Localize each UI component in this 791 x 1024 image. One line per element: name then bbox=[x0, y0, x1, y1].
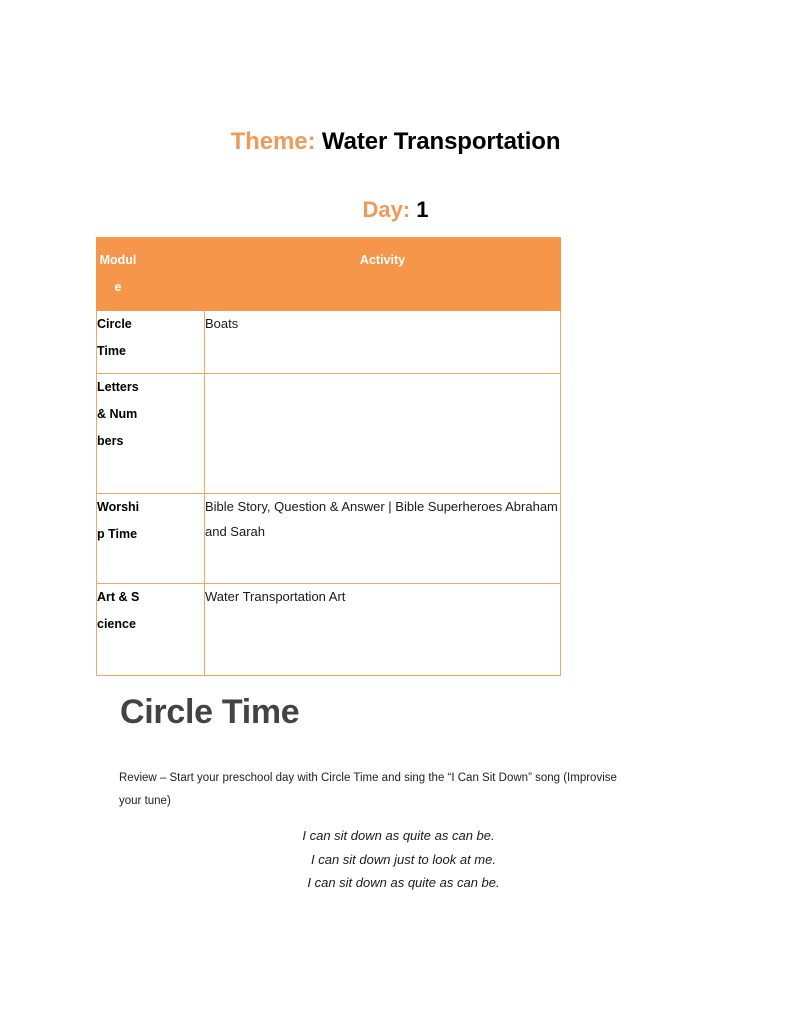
column-header-module bbox=[97, 238, 205, 311]
activity-cell: Bible Story, Question & Answer | Bible Superheroes Abraham and Sarah bbox=[205, 494, 561, 584]
module-cell bbox=[97, 311, 205, 374]
theme-title bbox=[0, 127, 791, 157]
review-paragraph: Review – Start your preschool day with Circle Time and sing the “I Can Sit Down” song (Improvise your tune) bbox=[119, 772, 617, 807]
module-cell bbox=[97, 374, 205, 494]
table-row bbox=[97, 311, 561, 374]
day-label: Day: bbox=[362, 197, 411, 222]
lyric-line: I can sit down as quite as can be. bbox=[307, 875, 500, 890]
lyric-line: I can sit down just to look at me. bbox=[311, 851, 496, 867]
table-header-row bbox=[97, 238, 561, 311]
lyric-line: I can sit down as quite as can be. bbox=[302, 828, 495, 843]
column-header-module-label: Module bbox=[99, 253, 137, 294]
lyrics-block bbox=[0, 824, 791, 895]
table-row bbox=[97, 374, 561, 494]
theme-label: Theme: bbox=[230, 128, 316, 155]
column-header-activity: Activity bbox=[205, 238, 561, 311]
activity-cell: Water Transportation Art bbox=[205, 584, 561, 676]
module-cell bbox=[97, 494, 205, 584]
module-label: Worship Time bbox=[97, 500, 140, 541]
day-title bbox=[0, 196, 791, 224]
section-heading: Circle Time bbox=[120, 693, 300, 731]
day-value: 1 bbox=[416, 197, 429, 222]
theme-value: Water Transportation bbox=[321, 128, 561, 155]
schedule-table bbox=[96, 237, 561, 676]
table-row bbox=[97, 494, 561, 584]
module-cell bbox=[97, 584, 205, 676]
activity-cell bbox=[205, 374, 561, 494]
module-label: Letters & Numbers bbox=[97, 380, 139, 448]
table-row bbox=[97, 584, 561, 676]
module-label: Circle Time bbox=[97, 317, 132, 358]
module-label: Art & Science bbox=[97, 590, 140, 631]
activity-cell: Boats bbox=[205, 311, 561, 374]
